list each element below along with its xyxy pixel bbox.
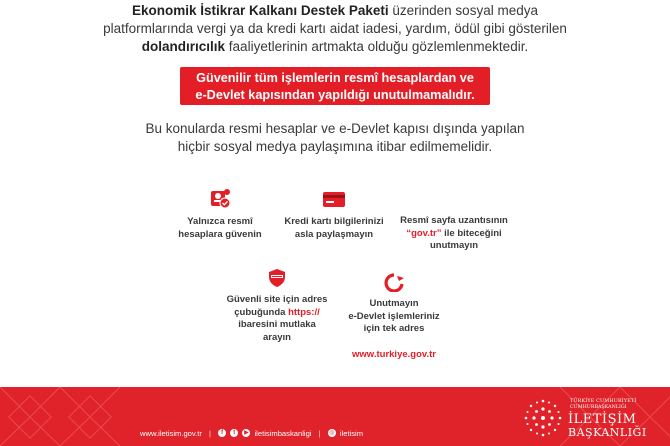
- tip-govtr-line-3: unutmayın: [429, 240, 479, 251]
- twitter-icon[interactable]: t: [230, 429, 238, 437]
- intro-bold-prefix: Ekonomik İstikrar Kalkanı Destek Paketi: [132, 3, 389, 18]
- tip-https-line-2: [222, 307, 332, 320]
- tip-edevlet-line-1: Unutmayın: [369, 298, 419, 309]
- intro-bold-mid: dolandırıcılık: [141, 39, 226, 54]
- edevlet-logo-icon: [381, 272, 407, 292]
- tip-official-line-1: Yalnızca resmî: [187, 216, 253, 227]
- tip-card-line-2: asla paylaşmayın: [294, 228, 374, 240]
- tip-edevlet: [334, 272, 454, 361]
- footer-separator: |: [209, 428, 211, 438]
- brand-line-3: İLETİŞİM: [568, 412, 637, 427]
- instagram-icon[interactable]: ◎: [329, 430, 335, 436]
- footer-instagram-handle[interactable]: iletisim: [339, 428, 364, 438]
- intro-paragraph: [100, 2, 570, 56]
- tip-https-line-1: Güvenli site için adres: [226, 294, 328, 305]
- tip-https-highlight: https://: [288, 306, 320, 318]
- credit-card-icon: [322, 190, 346, 210]
- footer-social-handle[interactable]: iletisimbaskanligi: [254, 428, 312, 438]
- brand-logo: [520, 392, 660, 444]
- tip-govtr-highlight: “gov.tr”: [406, 227, 442, 239]
- footer-separator-2: |: [318, 428, 321, 438]
- alert-banner: [180, 67, 490, 105]
- note-line-2: hiçbir sosyal medya paylaşımına itibar edilmemelidir.: [177, 139, 493, 154]
- footer-bar: [0, 387, 670, 446]
- tip-official-accounts: [160, 186, 280, 241]
- tip-govtr-line-1: Resmî sayfa uzantısının: [400, 215, 508, 226]
- note-line-1: Bu konularda resmi hesaplar ve e-Devlet kapısı dışında yapılan: [145, 121, 525, 136]
- alert-line-1: Güvenilir tüm işlemlerin resmî hesaplardan ve: [196, 71, 474, 85]
- note-paragraph: [120, 120, 550, 156]
- alert-line-2: e-Devlet kapısından yapıldığı unutulmamalıdır.: [195, 88, 475, 102]
- presidency-emblem-icon: [520, 392, 566, 444]
- tip-https-line-2-pre: çubuğunda: [234, 306, 289, 318]
- tip-govtr-line-2-rest: ile biteceğini: [441, 227, 502, 239]
- footer-website-link[interactable]: www.iletisim.gov.tr: [140, 428, 202, 438]
- intro-text-after: faaliyetlerinin artmakta olduğu gözlemlenmektedir.: [225, 39, 529, 54]
- verified-account-icon: [208, 186, 232, 210]
- tip-gov-tr: [390, 215, 518, 253]
- tip-card-line-1: Kredi kartı bilgilerinizi: [284, 216, 384, 227]
- facebook-icon[interactable]: f: [218, 429, 226, 437]
- tip-https-line-3: ibaresini mutlaka: [238, 319, 316, 330]
- secure-shield-icon: [267, 268, 287, 288]
- tip-https-line-4: arayın: [263, 331, 291, 343]
- tip-official-line-2: hesaplara güvenin: [178, 228, 262, 240]
- tip-credit-card: [272, 190, 396, 241]
- tip-https: [222, 268, 332, 344]
- tip-govtr-line-2: [390, 228, 518, 241]
- tip-edevlet-line-2: e-Devlet işlemleriniz: [348, 310, 440, 322]
- brand-line-2: CUMHURBAŞKANLIĞI: [570, 405, 627, 410]
- brand-line-4: BAŞKANLIĞI: [568, 426, 647, 439]
- youtube-icon[interactable]: ▶: [244, 430, 249, 436]
- tip-edevlet-line-3: için tek adres: [363, 323, 425, 334]
- intro-text-before: üzerinden sosyal medya platformlarında vergi ya da kredi kartı aidat iadesi, yardım, ödül gibi gösterilen: [103, 3, 567, 36]
- footer-contacts: [140, 428, 363, 438]
- brand-line-1: TÜRKİYE CUMHURİYETİ: [570, 399, 637, 404]
- edevlet-url-link[interactable]: www.turkiye.gov.tr: [352, 348, 436, 360]
